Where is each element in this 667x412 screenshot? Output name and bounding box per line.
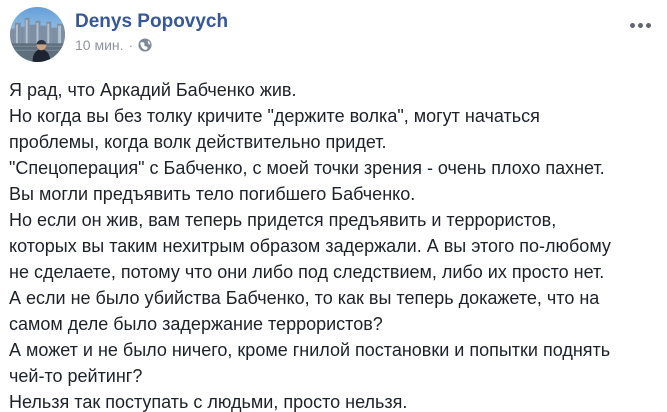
header-text [75, 10, 228, 54]
profile-photo [10, 7, 65, 62]
author-name[interactable]: Denys Popovych [75, 11, 229, 32]
globe-icon [138, 38, 152, 52]
post-text-line: Но когда вы без толку кричите "держите волка", могут начаться [9, 106, 540, 126]
ellipsis-icon [630, 23, 635, 28]
post-text-line: которых вы таким нехитрым образом задержали. А вы этого по-любому [9, 236, 611, 256]
post-text-line: Я рад, что Аркадий Бабченко жив. [9, 80, 297, 100]
post-text-line: Вы могли предъявить тело погибшего Бабченко. [9, 184, 416, 204]
avatar[interactable] [10, 7, 65, 62]
post-header [10, 7, 659, 65]
post-text-line: А если не было убийства Бабченко, то как вы теперь докажете, что на [9, 288, 600, 308]
ellipsis-icon [646, 23, 651, 28]
post-meta [75, 36, 228, 54]
post-text-line: чей-то рейтинг? [9, 366, 143, 386]
meta-separator: · [128, 37, 134, 53]
post-text-line: Но если он жив, вам теперь придется предъявить и террористов, [9, 210, 557, 230]
post-text-line: самом деле было задержание террористов? [9, 314, 383, 334]
timestamp[interactable]: 10 мин. [75, 37, 124, 53]
ellipsis-icon [638, 23, 643, 28]
post-text-line: А может и не было ничего, кроме гнилой постановки и попытки поднять [9, 340, 611, 360]
post-text-line: не сделаете, потому что они либо под следствием, либо их просто нет. [9, 262, 605, 282]
post-text-line: проблемы, когда волк действительно придет. [9, 132, 387, 152]
post-menu-button[interactable] [626, 17, 655, 34]
post-text-line: "Спецоперация" с Бабченко, с моей точки зрения - очень плохо пахнет. [9, 158, 605, 178]
post-text-line: Нельзя так поступать с людьми, просто нельзя. [9, 392, 408, 412]
post-text [9, 77, 659, 412]
